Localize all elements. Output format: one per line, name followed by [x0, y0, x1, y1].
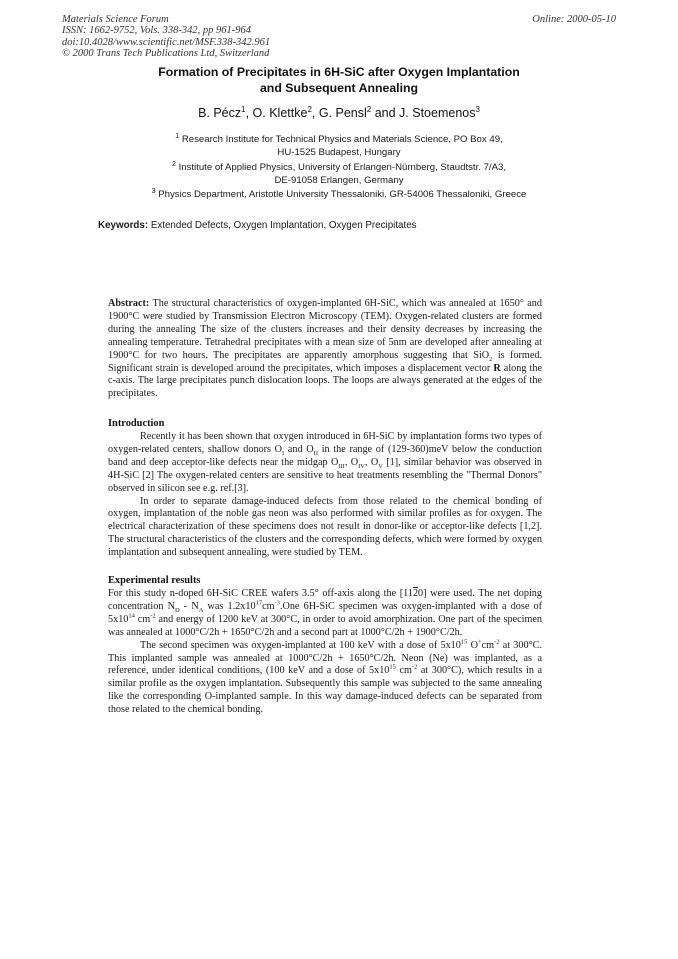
experimental-heading: Experimental results: [108, 575, 201, 586]
doi-line: doi:10.4028/www.scientific.net/MSF.338-342.961: [62, 36, 271, 48]
introduction-paragraph-1: Recently it has been shown that oxygen introduced in 6H-SiC by implantation forms two types of oxygen-related centers, shallow donors $O_I$ and $O_{II}$ in the range of (129-360)meV below the conduction band and deep acceptor-like defects near the midgap $O_{III}$, $O_{IV}$, $O_V$ [1], similar behavior was observed in 4H-SiC [2] The oxygen-related centers are sensitive to heat treatments resembling the "Thermal Donors" observed in silicon see e.g. ref.[3].: [108, 431, 542, 494]
author-affiliation-mark: 2: [366, 104, 372, 114]
author-affiliation-mark: 3: [475, 104, 480, 114]
author-affiliation-mark: 1: [241, 104, 246, 114]
abstract-text: along the c-axis. The large precipitates punch dislocation loops. The loops are always generated at the edges of the precipitates.: [108, 362, 542, 400]
author-separator: ,: [311, 106, 319, 120]
affiliation-2: [0, 162, 678, 187]
introduction-paragraph-2: In order to separate damage-induced defects from those related to the chemical bonding of oxygen, implantation of the noble gas neon was also performed with similar profiles as for oxygen. The electrical characterization of these specimens does not result in donor-like or acceptor-like defects [1,2]. The structural characteristics of the clusters and the corresponding defects, which were formed by oxygen implantation and subsequent annealing, were studied by TEM.: [108, 495, 542, 559]
journal-name: Materials Science Forum: [62, 14, 169, 25]
online-date: Online: 2000-05-10: [532, 14, 616, 25]
author-separator: ,: [245, 106, 253, 120]
affiliation-number: 2: [172, 160, 176, 168]
author-name: B. Pécz: [198, 106, 242, 120]
experimental-paragraph-2: The second specimen was oxygen-implanted at 100 keV with a dose of $5x10^{15}$ $O^+cm^{-2}$ at 300°C. This implanted sample was annealed at 1000°C/2h + 1650°C/2h. Neon (Ne) was implanted, as a reference, under identical conditions, (100 keV and a dose of $5x10^{15}$ $cm^{-2}$ at 300°C), which results in a similar profile as the oxygen implantation. Subsequently this sample was subjected to the same annealing like the corresponding O-implanted sample. In this way damage-induced defects can be separated from those related to the chemical bonding.: [108, 638, 542, 716]
keywords-text: Extended Defects, Oxygen Implantation, Oxygen Precipitates: [148, 220, 417, 231]
author-list: [0, 106, 678, 120]
affiliation-1: [0, 134, 678, 159]
affiliation-number: 1: [175, 132, 180, 140]
affiliation-line: Research Institute for Technical Physics and Materials Science, PO Box 49,: [181, 134, 503, 145]
issn-line: ISSN: 1662-9752, Vols. 338-342, pp 961-964: [62, 25, 251, 37]
abstract: [108, 298, 542, 401]
title-line-2: and Subsequent Annealing: [259, 81, 419, 95]
introduction-heading: Introduction: [108, 418, 165, 429]
introduction-body: [108, 431, 542, 560]
experimental-paragraph-1: For this study n-doped 6H-SiC CREE wafers 3.5° off-axis along the [1120] were used. The net doping concentration $N_D - N_A$ was $1.2x10^{17}cm^{-3}.One$ 6H-SiC specimen was oxygen-implanted with a dose of $5x10^{14}$ $cm^{-2}$ and energy of 1200 keV at 300°C, in order to avoid amorphization. One part of the specimen was annealed at 1000°C/2h + 1650°C/2h and a second part at 1000°C/2h + 1900°C/2h.: [108, 588, 543, 638]
author-name: O. Klettke: [252, 106, 308, 120]
abstract-label: Abstract:: [108, 298, 150, 309]
author-separator: and: [371, 106, 400, 120]
abstract-vector: R: [493, 362, 501, 374]
keywords: [98, 220, 417, 231]
journal-metadata: [62, 14, 270, 60]
affiliation-line: DE-91058 Erlangen, Germany: [274, 174, 404, 186]
affiliation-line: HU-1525 Budapest, Hungary: [277, 146, 401, 158]
affiliation-line: Institute of Applied Physics, University of Erlangen-Nürnberg, Staudtstr. 7/A3,: [178, 162, 506, 173]
affiliation-number: 3: [151, 187, 156, 195]
keywords-label: Keywords:: [98, 220, 149, 231]
title-line-1: Formation of Precipitates in 6H-SiC after Oxygen Implantation: [158, 65, 520, 79]
abstract-subscript: 2: [489, 355, 493, 363]
paper-title: [0, 64, 678, 96]
affiliation-line: Physics Department, Aristotle University Thessaloniki, GR-54006 Thessaloniki, Greece: [158, 189, 527, 200]
author-name: J. Stoemenos: [399, 106, 476, 120]
author-name: G. Pensl: [318, 106, 367, 120]
abstract-text: The structural characteristics of oxygen-implanted 6H-SiC, which was annealed at 1650° and 1900°C were studied by Transmission Electron Microscopy (TEM). Oxygen-related clusters are formed during the annealing The size of the clusters increases and their density decreases by increasing the annealing temperature. Tetrahedral precipitates with a mean size of 5nm are developed after annealing at 1900°C for two hours. The precipitates are apparently amorphous suggesting that SiO: [108, 298, 542, 361]
copyright-line: © 2000 Trans Tech Publications Ltd, Switzerland: [62, 48, 270, 60]
experimental-body: [108, 588, 542, 717]
abstract-text: is formed. Significant strain is developed around the precipitates, which imposes a displacement vector: [108, 349, 542, 374]
author-affiliation-mark: 2: [307, 104, 312, 114]
affiliation-3: [0, 189, 678, 202]
